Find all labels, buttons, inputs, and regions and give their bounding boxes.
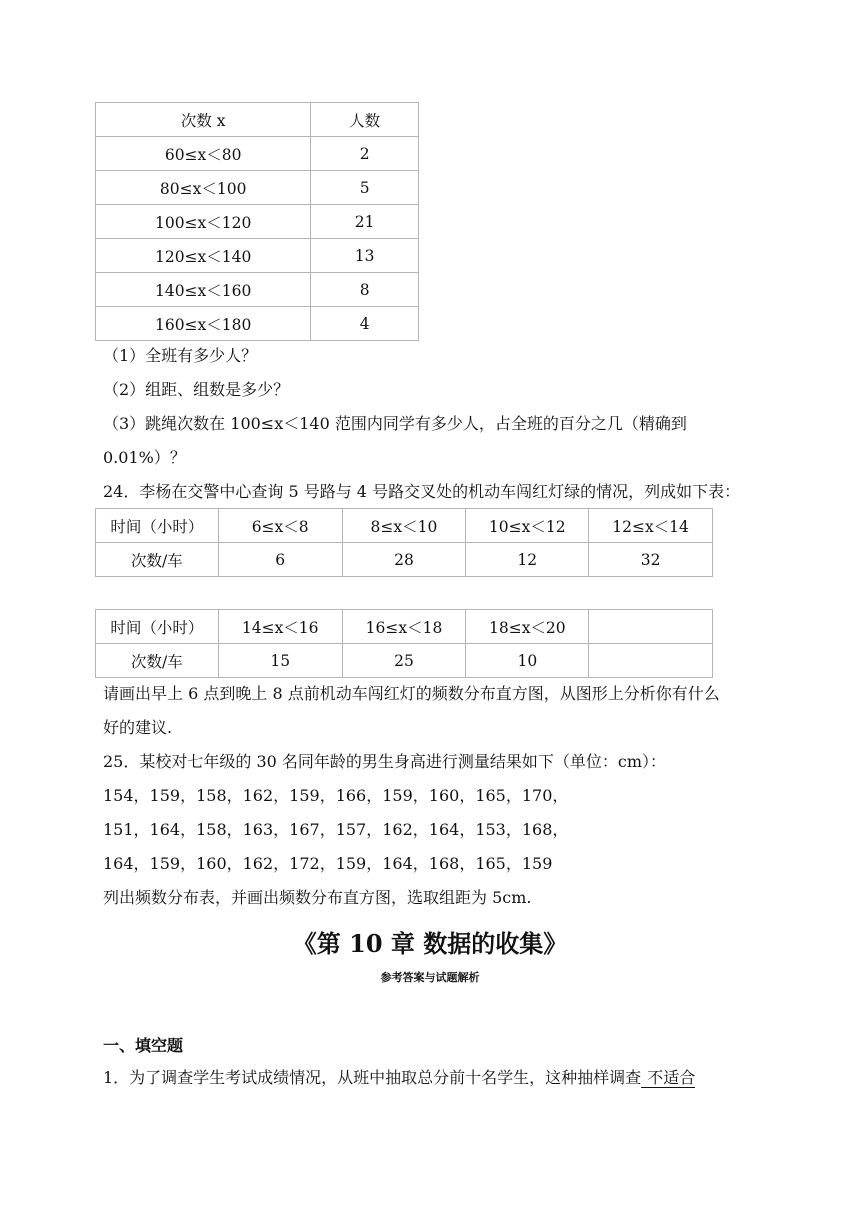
table-cell xyxy=(589,644,713,678)
table-cell: 10 xyxy=(466,644,589,678)
table-cell: 25 xyxy=(342,644,466,678)
height-data-line: 164，159，160，162，172，159，164，168，165，159 xyxy=(103,854,553,873)
section-heading: 一、填空题 xyxy=(103,1036,184,1055)
violations-table-a xyxy=(95,508,713,577)
table-header-row xyxy=(96,103,419,137)
table-cell: 12 xyxy=(466,543,589,577)
question-24-instruction-continued: 好的建议. xyxy=(103,718,173,737)
question-23-part-3: （3）跳绳次数在 100≤x＜140 范围内同学有多少人，占全班的百分之几（精确到 xyxy=(103,414,687,433)
table-cell: 次数/车 xyxy=(96,644,219,678)
answer-question-1-text: 1．为了调查学生考试成绩情况，从班中抽取总分前十名学生，这种抽样调查 xyxy=(103,1068,642,1087)
question-24-text: 24．李杨在交警中心查询 5 号路与 4 号路交叉处的机动车闯红灯绿的情况，列成如下表： xyxy=(103,482,741,501)
table-cell: 140≤x＜160 xyxy=(96,273,311,307)
table-cell: 80≤x＜100 xyxy=(96,171,311,205)
violations-table-b xyxy=(95,609,713,678)
table-row xyxy=(96,610,713,644)
table-cell: 60≤x＜80 xyxy=(96,137,311,171)
table-cell: 100≤x＜120 xyxy=(96,205,311,239)
table-row xyxy=(96,543,713,577)
table-cell xyxy=(589,610,713,644)
table-cell: 15 xyxy=(218,644,342,678)
table-header-cell: 人数 xyxy=(311,103,419,137)
answer-question-1 xyxy=(103,1068,695,1088)
table-row xyxy=(96,509,713,543)
answers-title: 《第 10 章 数据的收集》 xyxy=(292,929,568,958)
table-cell: 时间（小时） xyxy=(96,610,219,644)
height-data-line: 154，159，158，162，159，166，159，160，165，170， xyxy=(103,786,569,805)
table-cell: 16≤x＜18 xyxy=(342,610,466,644)
table-cell: 6 xyxy=(218,543,342,577)
table-header-cell: 次数 x xyxy=(96,103,311,137)
table-cell: 18≤x＜20 xyxy=(466,610,589,644)
frequency-table xyxy=(95,102,419,341)
table-cell: 8≤x＜10 xyxy=(342,509,466,543)
table-cell: 12≤x＜14 xyxy=(589,509,713,543)
table-row xyxy=(96,205,419,239)
table-cell: 28 xyxy=(342,543,466,577)
table-row xyxy=(96,239,419,273)
question-23-part-2: （2）组距、组数是多少？ xyxy=(103,380,290,399)
table-row xyxy=(96,307,419,341)
question-23-part-3-continued: 0.01%）？ xyxy=(103,448,186,467)
table-cell: 10≤x＜12 xyxy=(466,509,589,543)
question-25-text: 25．某校对七年级的 30 名同年龄的男生身高进行测量结果如下（单位：cm）： xyxy=(103,752,667,771)
table-cell: 5 xyxy=(311,171,419,205)
table-cell: 2 xyxy=(311,137,419,171)
answer-blank: 不适合 xyxy=(641,1069,695,1088)
table-cell: 8 xyxy=(311,273,419,307)
table-cell: 160≤x＜180 xyxy=(96,307,311,341)
height-data-line: 151，164，158，163，167，157，162，164，153，168， xyxy=(103,820,569,839)
answers-subtitle: 参考答案与试题解析 xyxy=(380,971,480,984)
table-row xyxy=(96,273,419,307)
table-cell: 14≤x＜16 xyxy=(218,610,342,644)
table-cell: 时间（小时） xyxy=(96,509,219,543)
table-row xyxy=(96,644,713,678)
question-23-part-1: （1）全班有多少人？ xyxy=(103,346,258,365)
table-cell: 次数/车 xyxy=(96,543,219,577)
table-cell: 6≤x＜8 xyxy=(218,509,342,543)
table-cell: 4 xyxy=(311,307,419,341)
table-cell: 21 xyxy=(311,205,419,239)
table-cell: 32 xyxy=(589,543,713,577)
table-row xyxy=(96,137,419,171)
question-24-instruction: 请画出早上 6 点到晚上 8 点前机动车闯红灯的频数分布直方图，从图形上分析你有什么 xyxy=(103,684,720,703)
question-25-instruction: 列出频数分布表，并画出频数分布直方图，选取组距为 5cm. xyxy=(103,888,532,907)
table-row xyxy=(96,171,419,205)
table-cell: 120≤x＜140 xyxy=(96,239,311,273)
table-cell: 13 xyxy=(311,239,419,273)
